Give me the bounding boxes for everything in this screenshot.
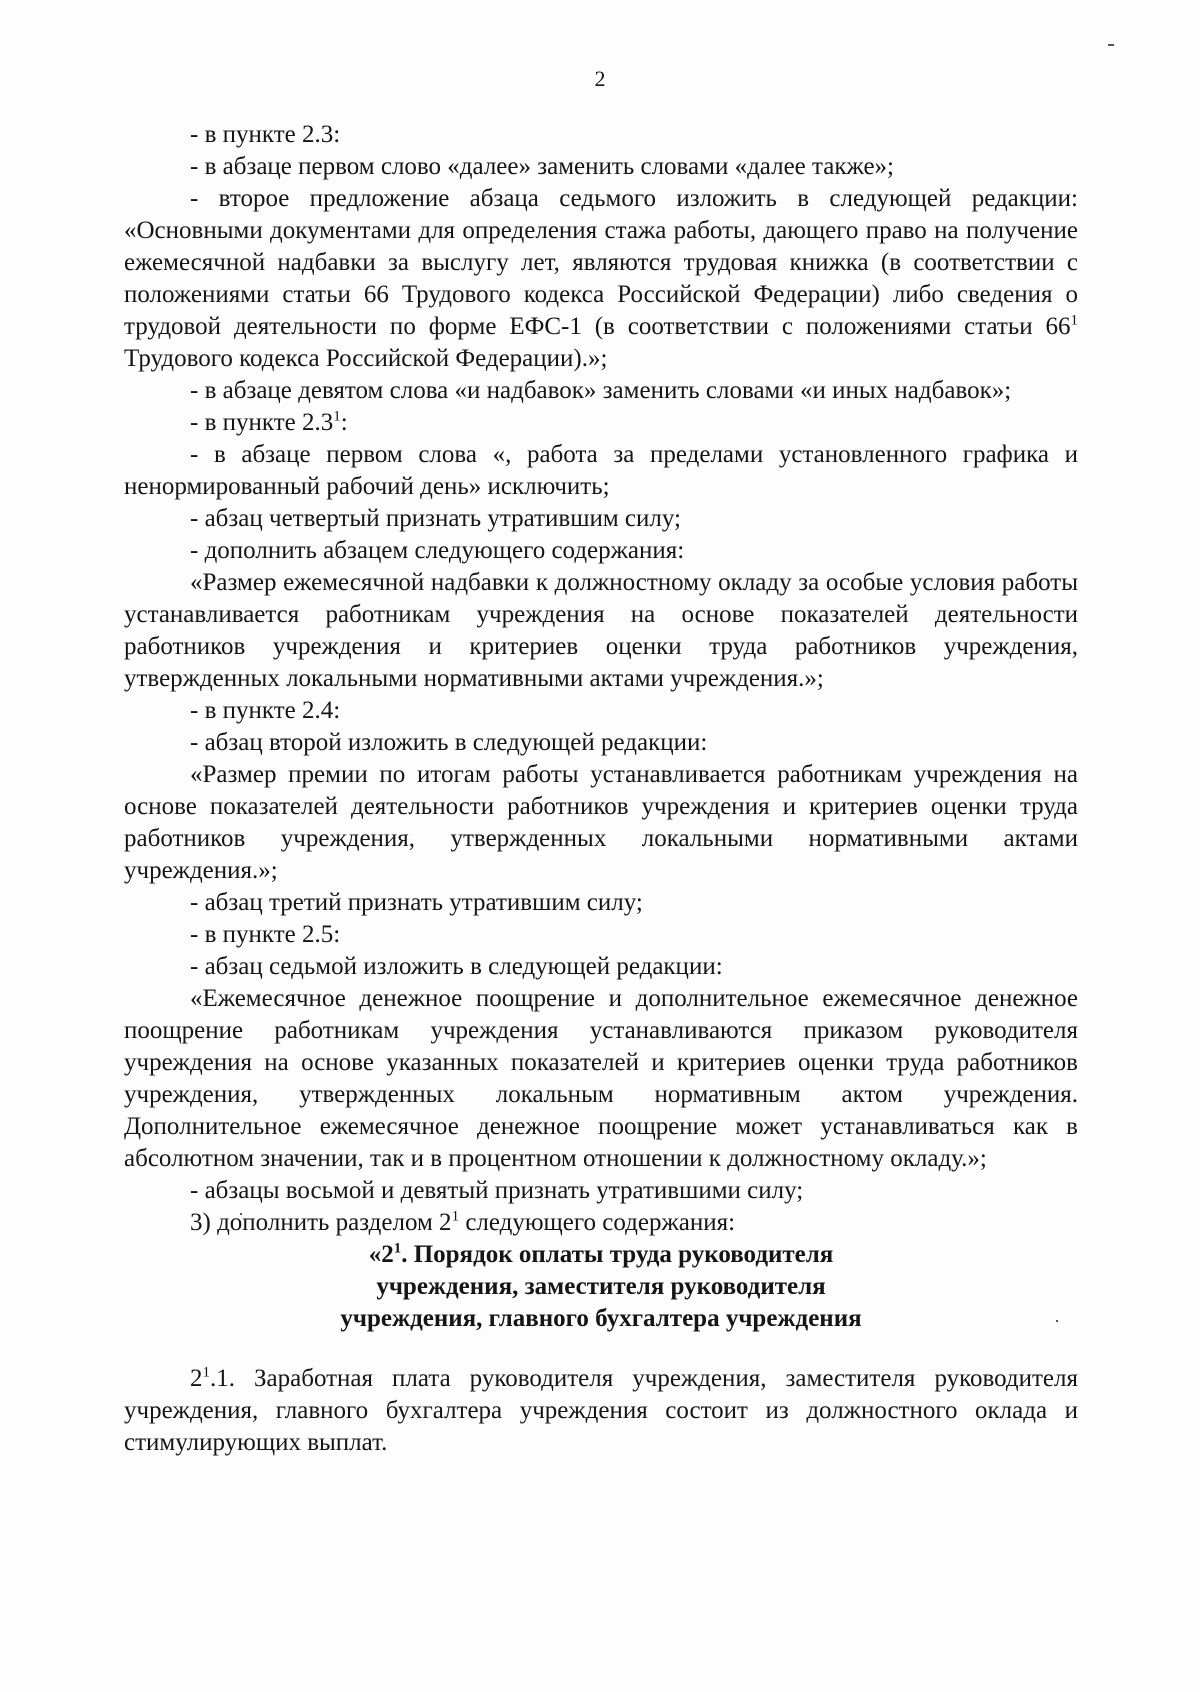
spacer [124, 1335, 1078, 1363]
paragraph: - абзац второй изложить в следующей редакции: [190, 729, 708, 756]
paragraph: - абзац четвертый признать утратившим силу; [190, 505, 681, 532]
superscript-one: 1 [451, 1208, 460, 1225]
paragraph: «Размер ежемесячной надбавки к должностному окладу за особые условия работы устанавливается работникам учреждения на основе показателей деятельности работников учреждения и критериев оценки труда работников учреждения, утвержденных локальными нормативными актами учреждения.»; [124, 569, 1078, 692]
paragraph: - абзац третий признать утратившим силу; [190, 889, 643, 916]
paragraph: - в абзаце первом слово «далее» заменить словами «далее также»; [190, 153, 894, 180]
section-heading-line: учреждения, главного бухгалтера учреждения [340, 1305, 862, 1332]
paragraph: - второе предложение абзаца седьмого изложить в следующей редакции: «Основными документами для определения стажа работы, дающего право на получение ежемесячной надбавки за выслугу лет, являются трудовая книжка (в соответствии с положениями статьи 66 Трудового кодекса Российской Федерации) либо сведения о трудовой деятельности по форме ЕФС-1 (в соответствии с положениями статьи $66^1$ Трудового кодекса Российской Федерации).»; [124, 185, 1078, 372]
paragraph: - в пункте 2.3: [190, 121, 341, 148]
superscript-one: 1 [333, 408, 341, 425]
paragraph: - в абзаце первом слова «, работа за пределами установленного графика и ненормированный рабочий день» исключить; [124, 441, 1078, 500]
paragraph: - в пункте 2.4: [190, 697, 341, 724]
paragraph: - в абзаце девятом слова «и надбавок» заменить словами «и иных надбавок»; [190, 377, 1012, 404]
section-heading-line: «$2^1$. Порядок оплаты труда руководителя [368, 1240, 834, 1268]
superscript-one: 1 [1070, 312, 1078, 329]
paragraph: - абзацы восьмой и девятый признать утратившими силу; [190, 1177, 804, 1204]
section-heading-line: учреждения, заместителя руководителя [376, 1273, 826, 1300]
paragraph: - дополнить абзацем следующего содержания: [190, 537, 685, 564]
superscript-one: 1 [202, 1364, 210, 1381]
paragraph: 3) дополнить разделом $2^1$ следующего содержания: [190, 1208, 736, 1236]
closing-paragraph: $2^1.1$. Заработная плата руководителя учреждения, заместителя руководителя учреждения, главного бухгалтера учреждения состоит из должностного оклада и стимулирующих выплат. [124, 1364, 1078, 1456]
page-number: 2 [594, 66, 606, 91]
scan-speck [1108, 44, 1114, 46]
paragraph: - в пункте 2.5: [190, 921, 341, 948]
paragraph: - абзац седьмой изложить в следующей редакции: [190, 953, 723, 980]
paragraph: «Ежемесячное денежное поощрение и дополнительное ежемесячное денежное поощрение работникам учреждения устанавливаются приказом руководителя учреждения на основе указанных показателей и критериев оценки труда работников учреждения, утвержденных локальным нормативным актом учреждения. Дополнительное ежемесячное денежное поощрение может устанавливаться как в абсолютном значении, так и в процентном отношении к должностному окладу.»; [124, 985, 1078, 1172]
paragraph: - в пункте $2.3^1$: [190, 408, 348, 436]
paragraph: «Размер премии по итогам работы устанавливается работникам учреждения на основе показателей деятельности работников учреждения и критериев оценки труда работников учреждения, утвержденных локальными нормативными актами учреждения.»; [124, 761, 1078, 884]
document-body [124, 119, 1078, 1459]
superscript-one: 1 [393, 1240, 402, 1257]
